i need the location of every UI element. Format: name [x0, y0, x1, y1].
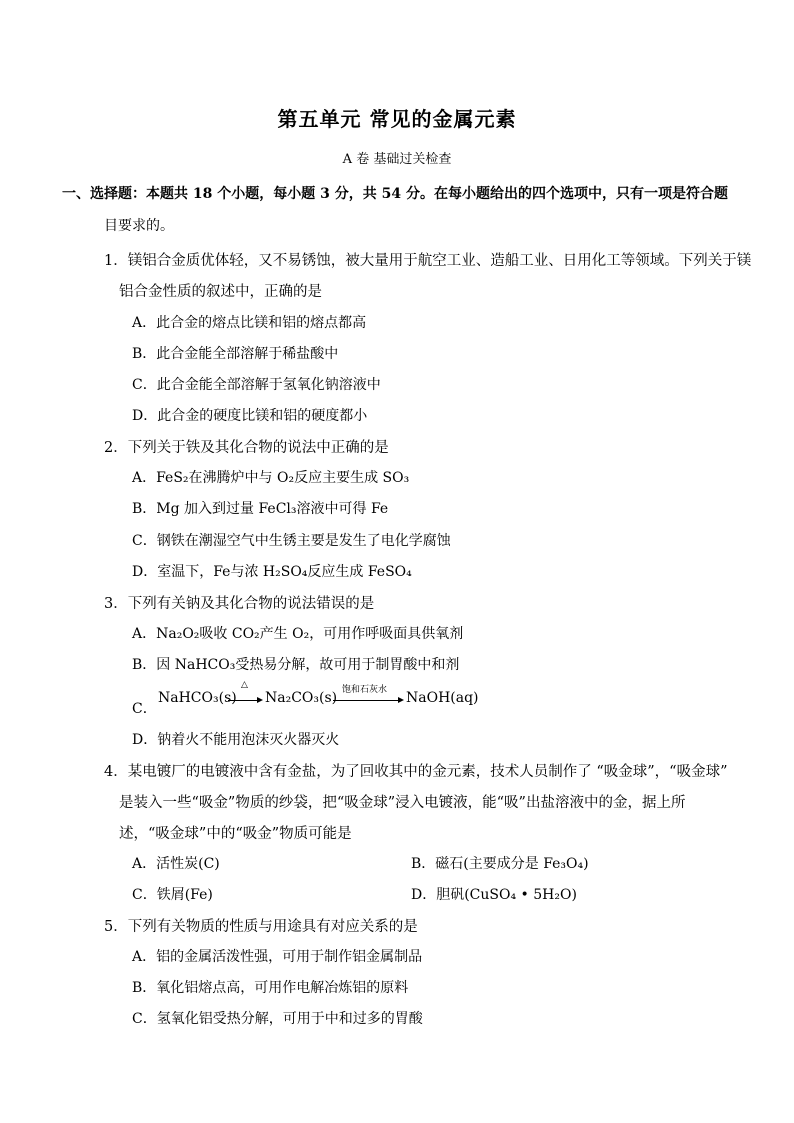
question-1-option-c: C．此合金能全部溶解于氢氧化钠溶液中 — [132, 377, 381, 393]
page-subtitle: A 卷 基础过关检查 — [342, 152, 452, 167]
question-2-option-c: C．钢铁在潮湿空气中生锈主要是发生了电化学腐蚀 — [132, 533, 451, 549]
reaction-reactant: NaHCO₃(s) — [158, 690, 237, 706]
question-2-option-d: D．室温下，Fe与浓 H₂SO₄反应生成 FeSO₄ — [132, 564, 412, 580]
reaction-intermediate: Na₂CO₃(s) — [265, 690, 338, 706]
reaction-product: NaOH(aq) — [406, 690, 479, 706]
question-2-option-a: A．FeS₂在沸腾炉中与 O₂反应主要生成 SO₃ — [132, 470, 410, 486]
question-5-option-b: B．氧化铝熔点高，可用作电解冶炼铝的原料 — [132, 980, 409, 996]
question-2-option-b: B．Mg 加入到过量 FeCl₃溶液中可得 Fe — [132, 501, 389, 517]
question-1-option-a: A．此合金的熔点比镁和铝的熔点都高 — [132, 315, 367, 331]
question-4-option-a: A．活性炭(C) — [132, 856, 220, 872]
question-3-option-b: B．因 NaHCO₃受热易分解，故可用于制胃酸中和剂 — [132, 657, 460, 673]
reaction-condition-limewater: 饱和石灰水 — [342, 685, 388, 695]
reaction-arrow-1-head — [257, 697, 263, 703]
section-heading-line1: 一、选择题：本题共 18 个小题，每小题 3 分，共 54 分。在每小题给出的四个选项中，只有一项是符合题 — [62, 186, 728, 202]
question-5-option-a: A．铝的金属活泼性强，可用于制作铝金属制品 — [132, 949, 423, 965]
question-5-option-c: C．氢氧化铝受热分解，可用于中和过多的胃酸 — [132, 1011, 423, 1027]
question-3-option-c-label: C． — [132, 701, 157, 717]
question-4-option-d: D．胆矾(CuSO₄ • 5H₂O) — [411, 887, 577, 903]
question-4-option-b: B．磁石(主要成分是 Fe₃O₄) — [411, 856, 589, 872]
question-3-option-a: A．Na₂O₂吸收 CO₂产生 O₂，可用作呼吸面具供氧剂 — [132, 626, 464, 642]
question-1-option-b: B．此合金能全部溶解于稀盐酸中 — [132, 346, 339, 362]
reaction-arrow-2-head — [398, 697, 404, 703]
question-4-line1: 4．某电镀厂的电镀液中含有金盐，为了回收其中的金元素，技术人员制作了 “吸金球”，“吸金球” — [104, 764, 728, 780]
question-1-option-d: D．此合金的硬度比镁和铝的硬度都小 — [132, 408, 368, 424]
page-title: 第五单元 常见的金属元素 — [277, 107, 517, 131]
question-3-option-d: D．钠着火不能用泡沫灭火器灭火 — [132, 732, 340, 748]
question-1-line1: 1．镁铝合金质优体轻，又不易锈蚀，被大量用于航空工业、造船工业、日用化工等领域。下列关于镁 — [104, 253, 752, 269]
section-heading-line2: 目要求的。 — [104, 218, 174, 234]
question-4-option-c: C．铁屑(Fe) — [132, 887, 213, 903]
question-1-line2: 铝合金性质的叙述中，正确的是 — [119, 284, 322, 300]
reaction-arrow-1 — [228, 700, 258, 701]
question-5-stem: 5．下列有关物质的性质与用途具有对应关系的是 — [104, 919, 418, 935]
reaction-condition-heat: △ — [241, 680, 248, 690]
question-2-stem: 2．下列关于铁及其化合物的说法中正确的是 — [104, 440, 389, 456]
question-3-stem: 3．下列有关钠及其化合物的说法错误的是 — [104, 596, 375, 612]
question-4-line3: 述，“吸金球”中的“吸金”物质可能是 — [119, 826, 352, 842]
question-4-line2: 是装入一些“吸金”物质的纱袋，把“吸金球”浸入电镀液，能“吸”出盐溶液中的金，据上所 — [119, 795, 686, 811]
reaction-arrow-2 — [333, 700, 399, 701]
